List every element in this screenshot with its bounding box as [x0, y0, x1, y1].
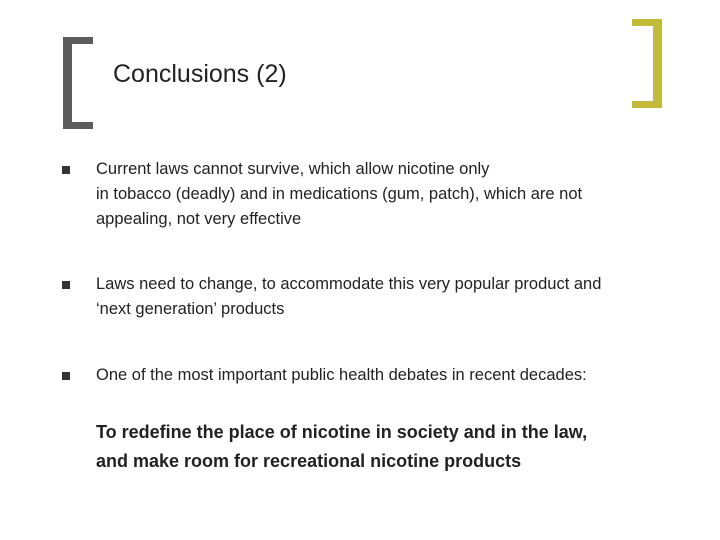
bullet-line: Laws need to change, to accommodate this very popular product and: [96, 275, 602, 293]
bullet-item: [96, 272, 676, 322]
right-bracket-bottom: [632, 101, 662, 108]
left-bracket-vertical: [63, 37, 72, 129]
emphasis-line: and make room for recreational nicotine products: [96, 451, 522, 471]
bullet-line: in tobacco (deadly) and in medications (gum, patch), which are not: [96, 185, 583, 203]
bullet-item: [96, 363, 676, 388]
emphasis-line: To redefine the place of nicotine in society and in the law,: [96, 422, 588, 442]
bullet-line: Current laws cannot survive, which allow nicotine only: [96, 160, 490, 178]
bullet-marker: [62, 372, 70, 380]
bullet-line: One of the most important public health debates in recent decades:: [96, 366, 587, 384]
bullet-line: ‘next generation’ products: [96, 300, 285, 318]
bullet-marker: [62, 281, 70, 289]
bullet-line: appealing, not very effective: [96, 210, 302, 228]
bullet-item: [96, 157, 676, 232]
emphasis-statement: [96, 418, 696, 476]
right-bracket-vertical: [653, 19, 662, 108]
left-bracket-bottom: [63, 122, 93, 129]
bullet-marker: [62, 166, 70, 174]
left-bracket-top: [63, 37, 93, 44]
slide-title: Conclusions (2): [113, 60, 287, 88]
right-bracket-top: [632, 19, 662, 26]
